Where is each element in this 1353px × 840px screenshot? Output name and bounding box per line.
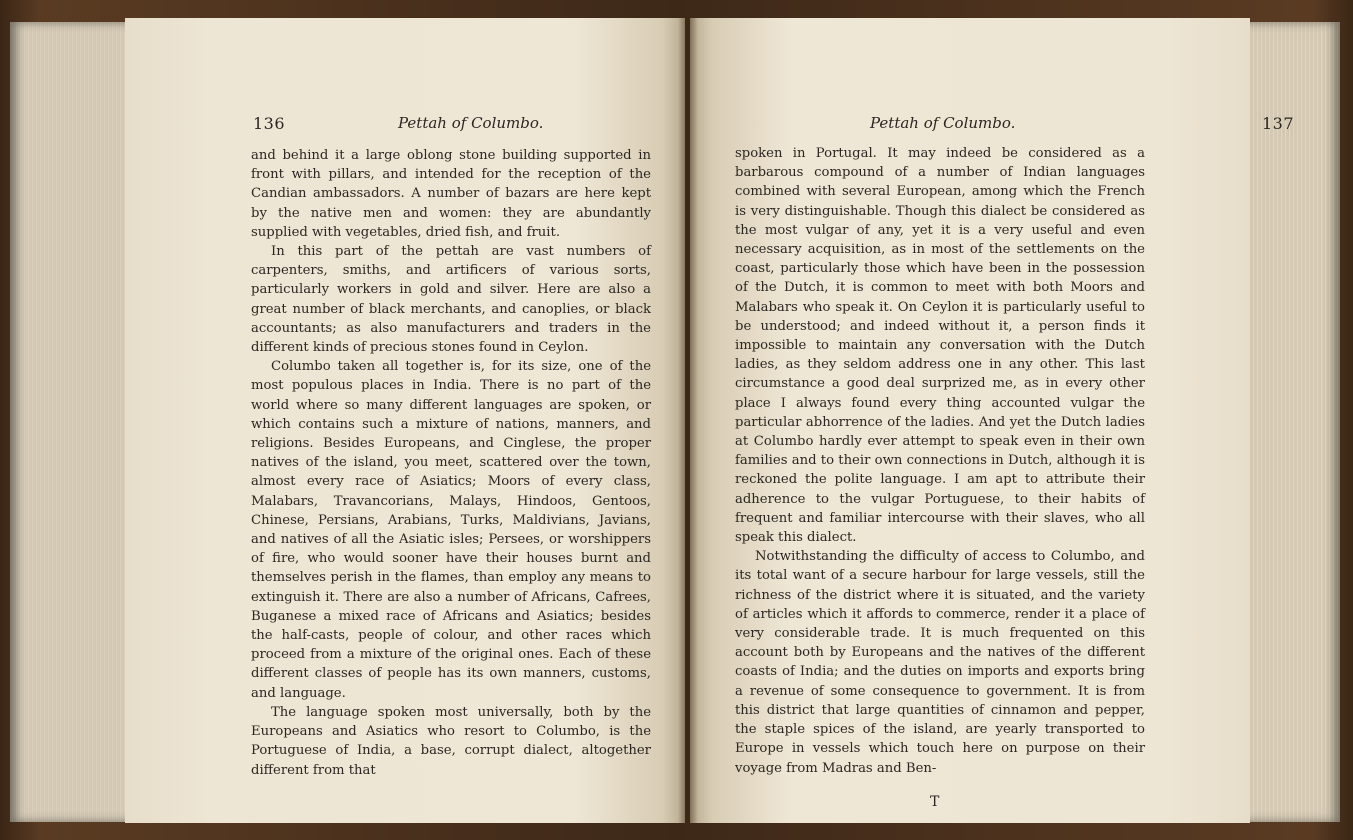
right-page-body (735, 144, 1145, 778)
right-page-number: 137 (1262, 114, 1295, 133)
paragraph: Columbo taken all together is, for its size, one of the most populous places in India. There is no part of the world where so many different languages are spoken, or which contains such a mixture of nations, manners, and religions. Besides Europeans, and Cinglese, the proper natives of the island, you meet, scattered over the town, almost every race of Asiatics; Moors of every class, Malabars, Travancorians, Malays, Hindoos, Gentoos, Chinese, Persians, Arabians, Turks, Maldivians, Javians, and natives of all the Asiatic isles; Persees, or worshippers of fire, who would sooner have their houses burnt and themselves perish in the flames, than employ any means to extinguish it. There are also a number of Africans, Cafrees, Buganese a mixed race of Africans and Asiatics; besides the half-casts, people of colour, and other races which proceed from a mixture of the original ones. Each of these different classes of people has its own manners, customs, and language. (251, 359, 651, 701)
paragraph: and behind it a large oblong stone building supported in front with pillars, and intended for the reception of the Candian ambassadors. A number of bazars are here kept by the native men and women: they are abundantly supplied with vegetables, dried fish, and fruit. (251, 148, 651, 240)
paragraph: spoken in Portugal. It may indeed be considered as a barbarous compound of a number of Indian languages combined with several European, among which the French is very distinguishable. Though this dialect be considered as the most vulgar of any, yet it is a very useful and even necessary acquisition, as in most of the settlements on the coast, particularly those which have been in the possession of the Dutch, it is common to meet with both Moors and Malabars who speak it. On Ceylon it is particularly useful to be understood; and indeed without it, a person finds it impossible to maintain any conversation with the Dutch ladies, as they seldom address one in any other. This last circumstance a good deal surprized me, as in every other place I always found every thing accounted vulgar the particular abhorrence of the ladies. And yet the Dutch ladies at Columbo hardly ever attempt to speak even in their own families and to their own connections in Dutch, although it is reckoned the polite language. I am apt to attribute their adherence to the vulgar Portuguese, to their habits of frequent and familiar intercourse with their slaves, who all speak this dialect. (735, 146, 1145, 546)
paragraph: The language spoken most universally, both by the Europeans and Asiatics who resort to Columbo, is the Portuguese of India, a base, corrupt dialect, altogether different from that (251, 704, 651, 778)
left-page-header (253, 114, 653, 136)
signature-mark: T (930, 794, 940, 810)
book-gutter (678, 18, 698, 823)
right-page-header (870, 114, 1295, 136)
paragraph: In this part of the pettah are vast numbers of carpenters, smiths, and artificers of various sorts, particularly workers in gold and silver. Here are also a great number of black merchants, and canoplies, or black accountants; as also manufacturers and traders in the different kinds of precious stones found in Ceylon. (251, 244, 651, 356)
right-running-title: Pettah of Columbo. (870, 114, 1016, 132)
left-page-body (251, 146, 651, 780)
left-running-title: Pettah of Columbo. (398, 114, 544, 132)
right-page (690, 18, 1295, 823)
left-page-number: 136 (253, 114, 286, 133)
left-page-edges (10, 22, 130, 822)
left-page (125, 18, 685, 823)
paragraph: Notwithstanding the difficulty of access to Columbo, and its total want of a secure harbour for large vessels, still the richness of the district where it is situated, and the variety of articles which it affords to commerce, render it a place of very considerable trade. It is much frequented on this account both by Europeans and the natives of the different coasts of India; and the duties on imports and exports bring a revenue of some consequence to government. It is from this district that large quantities of cinnamon and pepper, the staple spices of the island, are yearly transported to Europe in vessels which touch here on purpose on their voyage from Madras and Ben- (735, 549, 1145, 776)
